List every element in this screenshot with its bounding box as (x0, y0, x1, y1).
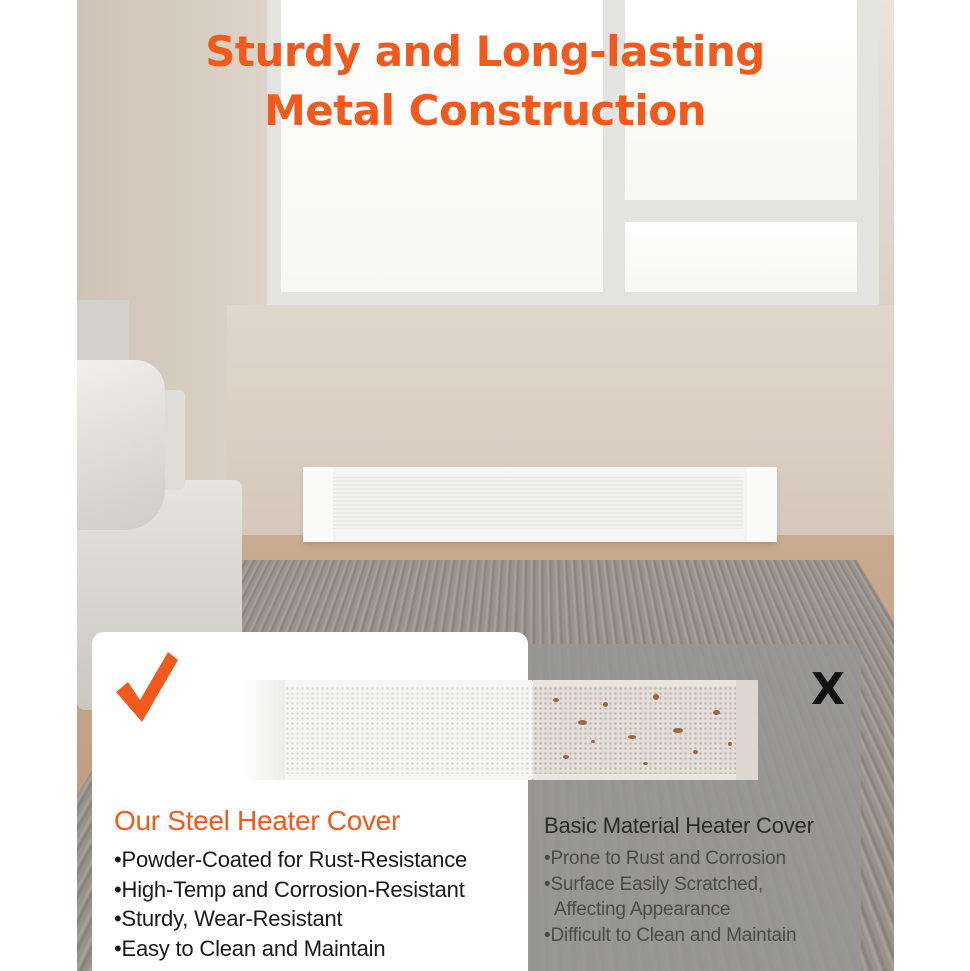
rusty-heater-cover-image (533, 680, 758, 780)
list-item: •Surface Easily Scratched, (544, 873, 763, 895)
list-item: •Sturdy, Wear-Resistant (114, 906, 343, 931)
rust-spot (628, 735, 636, 739)
heater-end-cap (303, 467, 333, 542)
list-item: •Powder-Coated for Rust-Resistance (114, 847, 468, 872)
rust-spot (563, 755, 569, 759)
rust-spot (653, 694, 659, 700)
steel-cover-features (114, 845, 467, 963)
headline-line-2: Metal Construction (263, 86, 707, 135)
rust-spot (591, 740, 595, 743)
basic-cover-drawbacks (544, 846, 796, 949)
headline-line-1: Sturdy and Long-lasting (205, 27, 765, 76)
baseboard-heater-cover (303, 467, 777, 542)
rust-spot (713, 710, 720, 715)
steel-mesh (285, 686, 533, 774)
window-pane (625, 222, 857, 292)
list-item: •High-Temp and Corrosion-Resistant (114, 876, 465, 902)
rust-spot (553, 698, 559, 702)
x-icon: X (811, 664, 845, 715)
rust-spot (728, 742, 732, 746)
list-item: •Prone to Rust and Corrosion (544, 848, 786, 869)
heater-end-cap (747, 467, 777, 542)
list-item: •Difficult to Clean and Maintain (544, 925, 797, 947)
heater-end-cap (736, 680, 758, 780)
heater-end-cap (243, 680, 285, 780)
blanket (77, 360, 165, 530)
rusty-mesh (533, 686, 738, 774)
rust-spot (578, 720, 587, 725)
steel-cover-title: Our Steel Heater Cover (114, 805, 400, 836)
list-item: •Easy to Clean and Maintain (114, 935, 386, 961)
headline (0, 22, 970, 140)
rust-spot (643, 762, 648, 765)
rust-spot (603, 702, 608, 707)
list-item: Affecting Appearance (554, 899, 731, 921)
basic-cover-title: Basic Material Heater Cover (544, 813, 814, 838)
checkmark-icon (114, 650, 180, 724)
rust-spot (693, 750, 698, 754)
heater-grille (333, 477, 743, 529)
steel-heater-cover-image (243, 680, 533, 780)
rust-spot (673, 728, 683, 733)
